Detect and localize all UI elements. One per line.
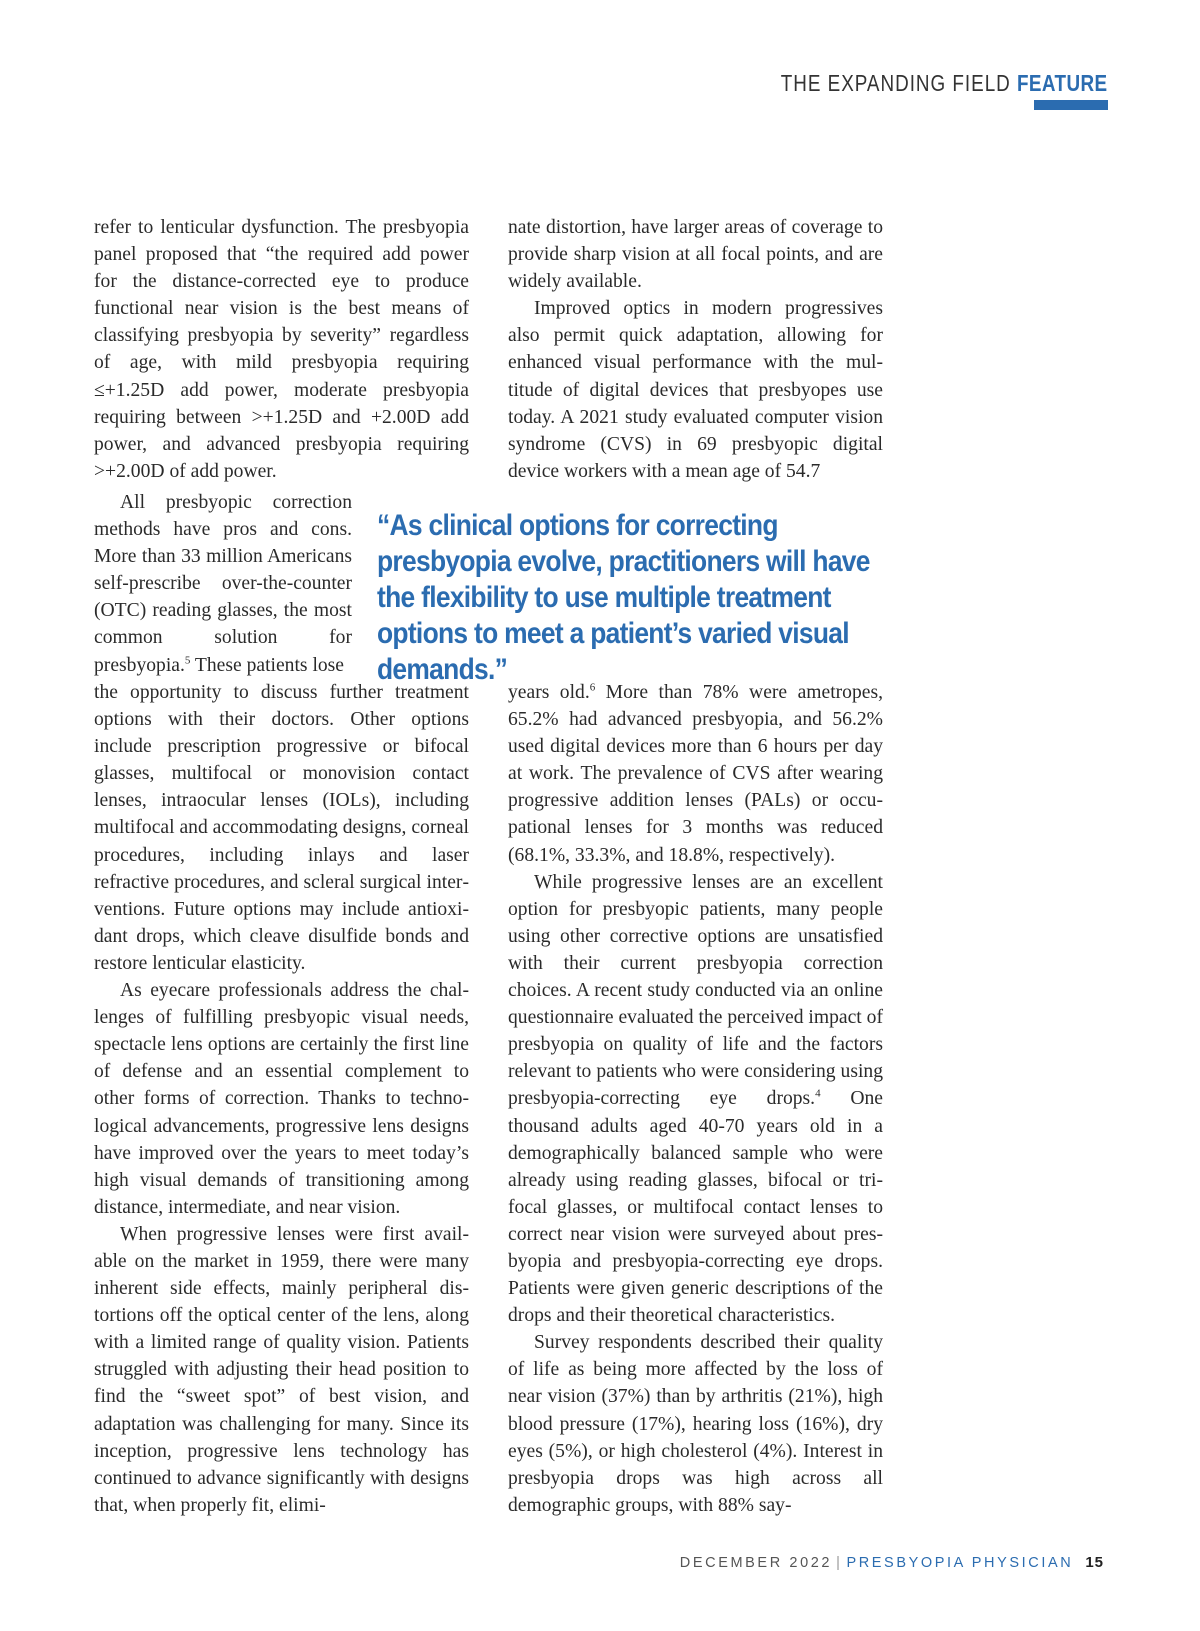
pull-quote: “As clinical options for correcting presbyopia evolve, practitioners will have the flexibility to use multiple treatment options to meet a patient’s varied visual demands.” [377,509,870,686]
left-column-bottom [94,679,469,1519]
section-label [781,70,1108,97]
body-paragraph: When progressive lenses were first available on the market in 1959, there were many inherent side effects, mainly peripheral distortions off the optical center of the lens, along with a limited range of quality vision. Patients struggled with adjusting their head position to find the “sweet spot” of best vision, and adaptation was challenging for many. Since its inception, progressive lens technology has continued to advance significantly with designs that, when properly fit, elimi- [94,1223,469,1516]
body-paragraph: Improved optics in modern progressives also permit quick adaptation, allowing for enhanced visual performance with the multitude of digital devices that presbyopes use today. A 2021 study evaluated computer vision syndrome (CVS) in 69 presbyopic digital device workers with a mean age of 54.7 [508,298,883,482]
body-paragraph: As eyecare professionals address the challenges of fulfilling presbyopic visual needs, spectacle lens options are certainly the first line of defense and an essential complement to other forms of correction. Thanks to technological advancements, progressive lens designs have improved over the years to meet today’s high visual demands of transitioning among distance, intermediate, and near vision. [94,980,469,1218]
page-footer [680,1554,1104,1571]
body-paragraph [508,869,883,1330]
body-paragraph [94,489,352,679]
body-paragraph [508,679,883,869]
page-number: 15 [1085,1554,1104,1571]
running-header [709,70,1108,97]
body-text: years old. [508,682,590,703]
body-text: These patients lose [190,654,345,676]
reference-marker: 4 [815,1087,821,1100]
body-text: While progressive lenses are an excellent option for presbyopic patients, many people using other corrective options are unsatisfied with their current presbyopia correction choices. A recent study conducted via an online questionnaire evaluated the perceived impact of presbyopia on quality of life and the factors relevant to patients who were considering using presbyopia-correcting eye drops. [508,871,883,1110]
body-paragraph: nate distortion, have larger areas of coverage to provide sharp vision at all focal points, and are widely available. [508,217,883,293]
body-paragraph: Survey respondents described their quality of life as being more affected by the loss of near vision (37%) than by arthritis (21%), high blood pressure (17%), hearing loss (16%), dry eyes (5%), or high cholesterol (4%). Interest in presbyopia drops was high across all demographic groups, with 88% say- [508,1332,883,1516]
footer-separator: | [836,1555,843,1571]
publication-name: PRESBYOPIA PHYSICIAN [846,1555,1074,1571]
left-column-top [94,214,469,485]
right-column-bottom [508,679,883,1519]
body-paragraph: refer to lenticular dysfunction. The presbyopia panel proposed that “the required add power for the distance-corrected eye to produce functional near vision is the best means of classifying presbyopia by severity” regardless of age, with mild presbyopia requiring ≤+1.25D add power, moderate presbyopia requiring between >+1.25D and +2.00D add power, and advanced presbyopia requiring >+2.00D of add power. [94,217,469,482]
body-text: One thousand adults aged 40-70 years old in a demographically balanced sample who were already using reading glasses, bifocal or trifocal glasses, or multifocal contact lenses to correct near vision were surveyed about presbyopia and presbyopia-correcting eye drops. Patients were given generic descriptions of the drops and their theoretical characteristics. [508,1088,884,1327]
body-paragraph: the opportunity to discuss further treatment options with their doctors. Other options include prescription progressive or bifocal glasses, multifocal or monovision contact lenses, intraocular lenses (IOLs), including multifocal and accommodating designs, corneal procedures, including inlays and laser refractive procedures, and scleral surgical interventions. Future options may include antioxidant drops, which cleave disulfide bonds and restore lenticular elasticity. [94,682,469,974]
right-column-top [508,214,883,485]
section-name: THE EXPANDING FIELD [781,70,1012,96]
issue-date: DECEMBER 2022 [679,1555,833,1571]
body-text: More than 78% were ametropes, 65.2% had advanced presbyopia, and 56.2% used digital devices more than 6 hours per day at work. The prevalence of CVS after wearing progressive addition lenses (PALs) or occupational lenses for 3 months was reduced (68.1%, 33.3%, and 18.8%, respectively). [508,682,883,866]
left-column-beside-quote [94,489,352,679]
reference-marker: 5 [184,654,191,667]
feature-label: FEATURE [1017,70,1108,96]
body-text: All presbyopic correction methods have pros and cons. More than 33 million Americans self-prescribe over-the-counter (OTC) reading glasses, the most common solution for presbyopia. [94,492,352,676]
header-accent-bar [1034,100,1108,110]
reference-marker: 6 [589,681,596,694]
